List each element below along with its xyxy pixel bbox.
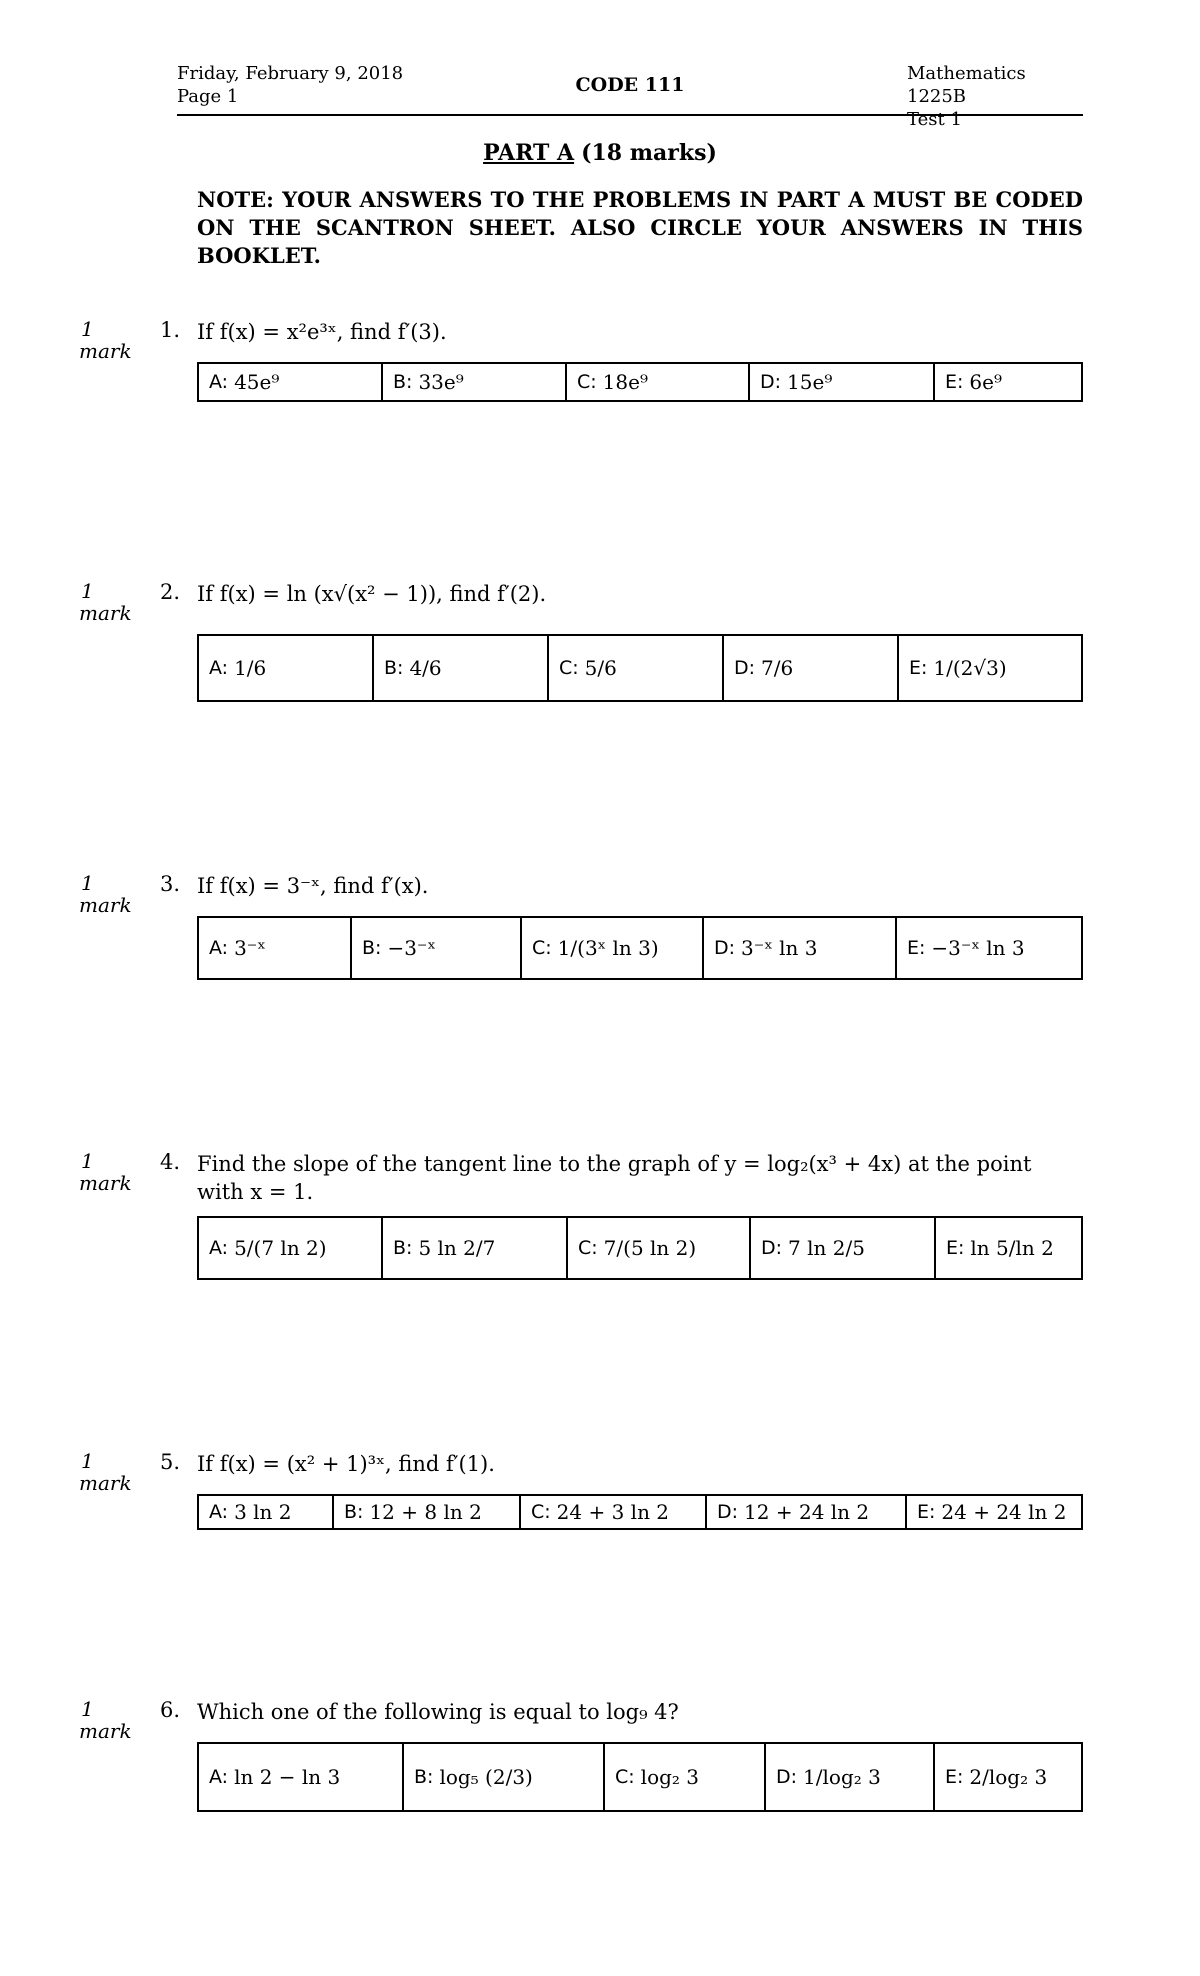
option-b[interactable] — [404, 1744, 605, 1810]
mark-label — [79, 580, 132, 624]
option-value: 3⁻ˣ — [234, 936, 266, 960]
option-label: A: — [209, 1766, 229, 1788]
option-label: C: — [559, 657, 579, 679]
option-value: 18e⁹ — [602, 370, 648, 394]
option-a[interactable] — [199, 364, 383, 400]
option-b[interactable] — [352, 918, 522, 978]
mark-number: 1 — [81, 871, 94, 895]
option-label: E: — [909, 657, 928, 679]
option-e[interactable] — [935, 364, 1081, 400]
option-label: E: — [907, 937, 926, 959]
part-name: PART A — [483, 140, 575, 166]
option-value: −3⁻ˣ ln 3 — [931, 936, 1025, 960]
option-value: 15e⁹ — [787, 370, 833, 394]
page-header — [177, 58, 1083, 130]
option-label: B: — [414, 1766, 434, 1788]
option-d[interactable] — [750, 364, 935, 400]
option-c[interactable] — [521, 1496, 707, 1528]
answer-row — [197, 1494, 1083, 1530]
mark-number: 1 — [81, 579, 94, 603]
header-right — [907, 62, 1083, 131]
question-text: If f(x) = ln (x√(x² − 1)), find f′(2). — [197, 582, 547, 606]
option-d[interactable] — [724, 636, 899, 700]
option-e[interactable] — [907, 1496, 1081, 1528]
option-value: 6e⁹ — [969, 370, 1002, 394]
mark-number: 1 — [81, 1149, 94, 1173]
option-value: 24 + 24 ln 2 — [941, 1500, 1067, 1524]
answer-row — [197, 1216, 1083, 1280]
option-label: E: — [917, 1501, 936, 1523]
option-a[interactable] — [199, 918, 352, 978]
option-label: C: — [532, 937, 552, 959]
mark-label — [79, 1450, 132, 1494]
option-label: D: — [760, 371, 782, 393]
option-d[interactable] — [704, 918, 897, 978]
option-label: B: — [344, 1501, 364, 1523]
question-text: Find the slope of the tangent line to the graph of y = log₂(x³ + 4x) at the point with x = 1. — [197, 1152, 1032, 1204]
mark-label — [79, 1698, 132, 1742]
answer-row — [197, 362, 1083, 402]
option-label: E: — [945, 371, 964, 393]
option-b[interactable] — [383, 1218, 568, 1278]
mark-number: 1 — [81, 1697, 94, 1721]
option-value: ln 5/ln 2 — [970, 1236, 1054, 1260]
option-a[interactable] — [199, 636, 374, 700]
option-c[interactable] — [522, 918, 704, 978]
option-a[interactable] — [199, 1218, 383, 1278]
option-value: 5/(7 ln 2) — [234, 1236, 327, 1260]
option-label: B: — [384, 657, 404, 679]
header-test: Test 1 — [907, 109, 962, 130]
question-text: If f(x) = 3⁻ˣ, find f′(x). — [197, 874, 429, 898]
option-value: 7/6 — [761, 656, 794, 680]
option-a[interactable] — [199, 1496, 334, 1528]
option-value: 7 ln 2/5 — [788, 1236, 865, 1260]
mark-number: 1 — [81, 317, 94, 341]
option-label: E: — [946, 1237, 965, 1259]
option-value: 12 + 24 ln 2 — [744, 1500, 870, 1524]
question-number: 2. — [160, 580, 181, 604]
option-label: A: — [209, 937, 229, 959]
part-marks: (18 marks) — [581, 140, 717, 166]
header-course: Mathematics 1225B — [907, 63, 1026, 107]
option-label: C: — [531, 1501, 551, 1523]
header-date: Friday, February 9, 2018 — [177, 63, 404, 84]
mark-word: mark — [79, 1171, 132, 1195]
mark-label — [79, 872, 132, 916]
option-value: 1/(2√3) — [933, 656, 1007, 680]
part-title — [0, 140, 1200, 166]
option-a[interactable] — [199, 1744, 404, 1810]
option-c[interactable] — [549, 636, 724, 700]
option-label: D: — [717, 1501, 739, 1523]
option-e[interactable] — [936, 1218, 1081, 1278]
option-value: −3⁻ˣ — [387, 936, 436, 960]
option-b[interactable] — [374, 636, 549, 700]
question-text: If f(x) = (x² + 1)³ˣ, find f′(1). — [197, 1452, 495, 1476]
option-b[interactable] — [334, 1496, 521, 1528]
option-label: D: — [734, 657, 756, 679]
option-label: B: — [362, 937, 382, 959]
option-b[interactable] — [383, 364, 567, 400]
question-number: 1. — [160, 318, 181, 342]
option-label: C: — [615, 1766, 635, 1788]
option-label: E: — [945, 1766, 964, 1788]
option-value: 1/(3ˣ ln 3) — [557, 936, 659, 960]
option-value: 12 + 8 ln 2 — [369, 1500, 482, 1524]
option-label: C: — [578, 1237, 598, 1259]
mark-word: mark — [79, 1471, 132, 1495]
question-text: If f(x) = x²e³ˣ, find f′(3). — [197, 320, 447, 344]
option-e[interactable] — [935, 1744, 1081, 1810]
option-value: 7/(5 ln 2) — [603, 1236, 697, 1260]
option-d[interactable] — [766, 1744, 935, 1810]
option-label: C: — [577, 371, 597, 393]
option-value: 3 ln 2 — [234, 1500, 292, 1524]
option-value: log₅ (2/3) — [439, 1765, 533, 1789]
option-value: 2/log₂ 3 — [969, 1765, 1048, 1789]
option-d[interactable] — [751, 1218, 936, 1278]
option-value: 33e⁹ — [418, 370, 464, 394]
option-label: A: — [209, 1501, 229, 1523]
option-c[interactable] — [605, 1744, 766, 1810]
mark-word: mark — [79, 893, 132, 917]
answer-row — [197, 1742, 1083, 1812]
question-number: 4. — [160, 1150, 181, 1174]
option-d[interactable] — [707, 1496, 907, 1528]
answer-row — [197, 634, 1083, 702]
option-value: 4/6 — [409, 656, 442, 680]
option-label: A: — [209, 1237, 229, 1259]
question-number: 3. — [160, 872, 181, 896]
option-value: 1/log₂ 3 — [803, 1765, 881, 1789]
mark-label — [79, 318, 132, 362]
instructions-note: NOTE: YOUR ANSWERS TO THE PROBLEMS IN PART A MUST BE CODED ON THE SCANTRON SHEET. ALSO CIRCLE YOUR ANSWERS IN THIS BOOKLET. — [197, 187, 1083, 268]
answer-row — [197, 916, 1083, 980]
option-label: B: — [393, 1237, 413, 1259]
header-code: CODE 111 — [575, 74, 685, 96]
question-text: Which one of the following is equal to log₉ 4? — [197, 1700, 679, 1724]
option-label: B: — [393, 371, 413, 393]
option-value: 3⁻ˣ ln 3 — [741, 936, 818, 960]
mark-number: 1 — [81, 1449, 94, 1473]
option-label: A: — [209, 371, 229, 393]
option-label: D: — [776, 1766, 798, 1788]
option-value: 5 ln 2/7 — [418, 1236, 496, 1260]
mark-word: mark — [79, 339, 132, 363]
option-e[interactable] — [899, 636, 1081, 700]
option-value: 5/6 — [584, 656, 617, 680]
question-number: 6. — [160, 1698, 181, 1722]
header-page: Page 1 — [177, 86, 239, 107]
option-label: A: — [209, 657, 229, 679]
mark-label — [79, 1150, 132, 1194]
option-label: D: — [761, 1237, 783, 1259]
option-c[interactable] — [568, 1218, 751, 1278]
option-value: log₂ 3 — [640, 1765, 700, 1789]
option-label: D: — [714, 937, 736, 959]
option-e[interactable] — [897, 918, 1081, 978]
mark-word: mark — [79, 1719, 132, 1743]
option-value: 1/6 — [234, 656, 267, 680]
option-value: 24 + 3 ln 2 — [556, 1500, 670, 1524]
option-value: 45e⁹ — [234, 370, 280, 394]
option-value: ln 2 − ln 3 — [234, 1765, 341, 1789]
question-number: 5. — [160, 1450, 181, 1474]
mark-word: mark — [79, 601, 132, 625]
option-c[interactable] — [567, 364, 750, 400]
